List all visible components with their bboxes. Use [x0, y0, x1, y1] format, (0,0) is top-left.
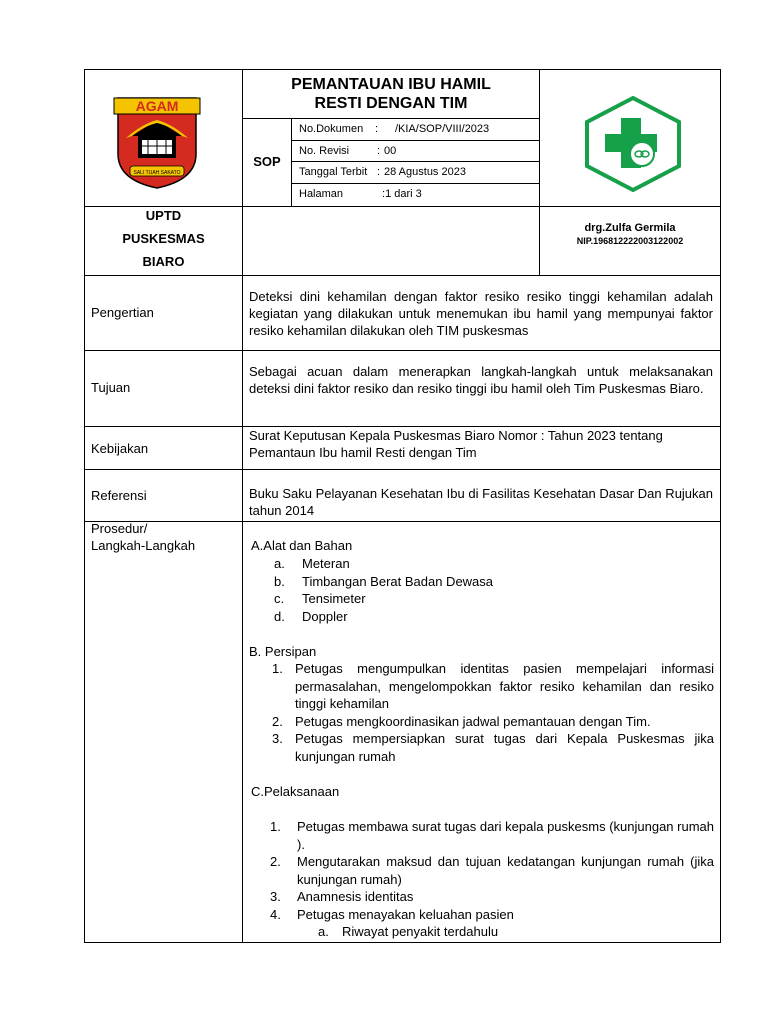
revision-row — [299, 143, 537, 160]
list-marker: 1. — [272, 661, 283, 676]
list-item-text: Anamnesis identitas — [297, 889, 414, 904]
issue-date-label: Tanggal Terbit — [299, 166, 368, 178]
org-line-3: BIARO — [142, 254, 185, 269]
list-item — [274, 573, 714, 591]
revision-label: No. Revisi — [299, 145, 350, 157]
list-item — [274, 555, 714, 573]
list-item-text: Meteran — [302, 556, 350, 571]
section-a-title: A.Alat dan Bahan — [251, 538, 353, 553]
list-marker: b. — [274, 573, 285, 589]
issue-date-row — [299, 164, 537, 181]
title-line-1: PEMANTAUAN IBU HAMIL — [291, 76, 491, 93]
doc-row-line-2 — [291, 161, 539, 162]
title-line-2: RESTI DENGAN TIM — [314, 95, 468, 112]
sop-label: SOP — [253, 154, 281, 169]
agam-regency-logo — [112, 96, 202, 190]
list-item — [270, 888, 714, 906]
revision-value: 00 — [384, 145, 397, 157]
list-item — [270, 906, 714, 924]
agam-logo-motto: SALI TUAH SAKATO — [133, 170, 181, 176]
document-title — [243, 75, 539, 113]
issue-date-sep: : — [377, 166, 381, 178]
section-line-tujuan — [84, 350, 721, 351]
list-item — [272, 730, 714, 765]
prosedur-label-line-1: Prosedur/ — [91, 521, 148, 536]
list-item-text: Petugas membawa surat tugas dari kepala puskesms (kunjungan rumah ). — [297, 819, 714, 852]
prosedur-label — [91, 520, 195, 554]
list-marker: 3. — [272, 731, 283, 746]
list-item — [270, 853, 714, 888]
list-item — [272, 660, 714, 713]
kebijakan-text: Surat Keputusan Kepala Puskesmas Biaro Nomor : Tahun 2023 tentang Pemantaun Ibu hamil Resti dengan Tim — [249, 428, 663, 460]
list-marker: 4. — [270, 906, 281, 922]
doc-number-row — [299, 121, 537, 138]
left-column-divider — [242, 69, 243, 943]
section-line-referensi — [84, 469, 721, 470]
pengertian-text: Deteksi dini kehamilan dengan faktor resiko resiko tinggi kehamilan adalah kegiatan yang dilakukan untuk menemukan ibu hamil yang mempunyai faktor resiko kehamilan dilakukan oleh TIM puskesmas — [249, 289, 713, 338]
doc-number-value: /KIA/SOP/VIII/2023 — [395, 123, 490, 135]
page-row — [299, 186, 537, 203]
page-value: 1 dari 3 — [385, 188, 422, 200]
doc-number-label: No.Dokumen — [299, 123, 364, 135]
list-marker: 1. — [270, 819, 281, 834]
list-item — [270, 818, 714, 853]
sub-list-item — [318, 923, 714, 941]
revision-sep: : — [377, 145, 381, 157]
tujuan-label: Tujuan — [91, 380, 131, 395]
section-c-title: C.Pelaksanaan — [251, 784, 340, 799]
list-item-text: Timbangan Berat Badan Dewasa — [302, 573, 494, 589]
issue-date-value: 28 Agustus 2023 — [384, 166, 466, 178]
referensi-label: Referensi — [91, 488, 147, 503]
list-item-text: Petugas mengumpulkan identitas pasien mempelajari informasi permasalahan, mengelompokkan faktor resiko kehamilan dan resiko tinggi kehamilan — [295, 661, 714, 711]
list-item — [272, 713, 714, 731]
sub-list-item-text: Riwayat penyakit terdahulu — [342, 924, 499, 939]
list-item-text: Mengutarakan maksud dan tujuan kedatangan kunjungan rumah (jika kunjungan rumah) — [297, 854, 714, 887]
section-c-list — [270, 818, 714, 941]
sop-label-divider — [291, 118, 292, 206]
list-item-text: Tensimeter — [302, 591, 366, 606]
pengertian-label: Pengertian — [91, 305, 154, 320]
header-bottom-line — [84, 275, 721, 276]
list-marker: c. — [274, 591, 285, 606]
section-a-list — [274, 555, 714, 625]
page-sep: : — [382, 188, 386, 200]
doc-row-line-1 — [291, 140, 539, 141]
list-marker: 2. — [270, 854, 281, 869]
signer-name: drg.Zulfa Germila — [584, 222, 676, 234]
page-label: Halaman — [299, 188, 344, 200]
doc-number-sep: : — [375, 123, 379, 135]
org-line-1: UPTD — [145, 208, 182, 223]
list-item-text: Doppler — [302, 608, 348, 624]
title-bottom-line — [242, 118, 539, 119]
list-item-text: Petugas mempersiapkan surat tugas dari Kepala Puskesmas jika kunjungan rumah — [295, 731, 714, 764]
agam-logo-text: AGAM — [135, 98, 179, 114]
signer-nip: NIP.196812222003122002 — [576, 236, 684, 246]
section-b-list — [272, 660, 714, 765]
list-item — [274, 590, 714, 608]
list-marker: 2. — [272, 713, 283, 729]
list-item — [274, 608, 714, 626]
prosedur-label-line-2: Langkah-Langkah — [91, 538, 196, 553]
referensi-text: Buku Saku Pelayanan Kesehatan Ibu di Fasilitas Kesehatan Dasar Dan Rujukan tahun 2014 — [249, 486, 713, 518]
list-marker: a. — [274, 556, 285, 571]
doc-row-line-3 — [291, 183, 539, 184]
list-item-text: Petugas mengkoordinasikan jadwal pemantauan dengan Tim. — [295, 713, 651, 729]
list-marker: d. — [274, 608, 285, 624]
kebijakan-label: Kebijakan — [91, 441, 149, 456]
org-line-2: PUSKESMAS — [122, 231, 205, 246]
section-b-title: B. Persipan — [249, 644, 317, 659]
list-item-text: Petugas menayakan keluahan pasien — [297, 906, 514, 922]
organization-name — [85, 204, 242, 273]
tujuan-text: Sebagai acuan dalam menerapkan langkah-langkah untuk melaksanakan deteksi dini faktor resiko dan resiko tinggi ibu hamil oleh Tim Puskesmas Biaro. — [249, 364, 713, 396]
puskesmas-logo — [583, 96, 683, 192]
list-marker: 3. — [270, 889, 281, 904]
sub-list-marker: a. — [318, 924, 329, 939]
